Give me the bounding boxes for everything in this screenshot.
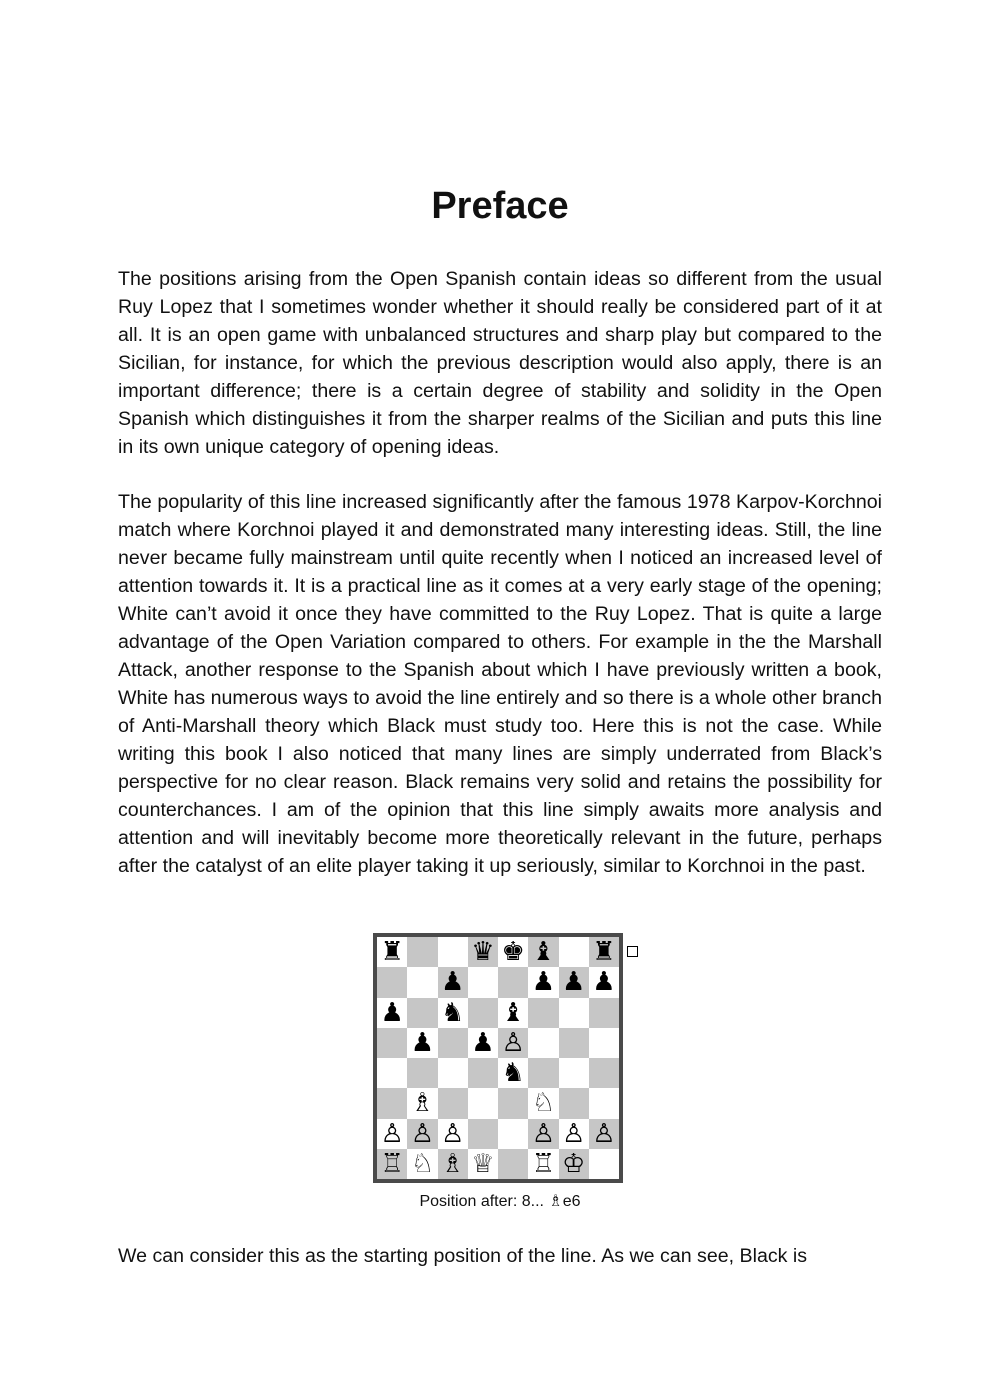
square-c3 xyxy=(438,1088,468,1118)
square-h7: ♟ xyxy=(589,967,619,997)
square-a2: ♙ xyxy=(377,1119,407,1149)
square-c4 xyxy=(438,1058,468,1088)
square-e5: ♙ xyxy=(498,1028,528,1058)
square-d5: ♟ xyxy=(468,1028,498,1058)
square-f8: ♝ xyxy=(528,937,558,967)
square-g7: ♟ xyxy=(559,967,589,997)
square-b2: ♙ xyxy=(407,1119,437,1149)
square-a5 xyxy=(377,1028,407,1058)
square-g3 xyxy=(559,1088,589,1118)
bishop-icon: ♗ xyxy=(548,1191,563,1210)
square-a4 xyxy=(377,1058,407,1088)
square-d3 xyxy=(468,1088,498,1118)
square-c1: ♗ xyxy=(438,1149,468,1179)
square-e3 xyxy=(498,1088,528,1118)
square-c5 xyxy=(438,1028,468,1058)
square-c6: ♞ xyxy=(438,998,468,1028)
body-paragraph: The popularity of this line increased significantly after the famous 1978 Karpov-Korchnoi match where Korchnoi played it and demonstrated many interesting ideas. Still, the line never became fully mainstream until quite recently when I noticed an increased level of attention towards it. It is a practical line as it comes at a very early stage of the opening; White can’t avoid it once they have committed to the Ruy Lopez. That is quite a large advantage of the Open Variation compared to others. For example in the the Marshall Attack, another response to the Spanish about which I have previously written a book, White has numerous ways to avoid the line entirely and so there is a whole other branch of Anti-Marshall theory which Black must study too. Here this is not the case. While writing this book I also noticed that many lines are simply underrated from Black’s perspective for no clear reason. Black remains very solid and retains the possibility for counterchances. I am of the opinion that this line simply awaits more analysis and attention and will inevitably become more theoretically relevant in the future, perhaps after the catalyst of an elite player taking it up seriously, similar to Korchnoi in the past. xyxy=(118,491,882,877)
square-a6: ♟ xyxy=(377,998,407,1028)
square-b3: ♗ xyxy=(407,1088,437,1118)
square-b5: ♟ xyxy=(407,1028,437,1058)
square-g5 xyxy=(559,1028,589,1058)
caption-text: Position after: 8... xyxy=(419,1193,549,1210)
square-d4 xyxy=(468,1058,498,1088)
square-b8 xyxy=(407,937,437,967)
square-h2: ♙ xyxy=(589,1119,619,1149)
square-e4: ♞ xyxy=(498,1058,528,1088)
square-g2: ♙ xyxy=(559,1119,589,1149)
body-paragraph: We can consider this as the starting position of the line. As we can see, Black is xyxy=(118,1245,808,1267)
square-g8 xyxy=(559,937,589,967)
square-f6 xyxy=(528,998,558,1028)
square-d2 xyxy=(468,1119,498,1149)
square-e7 xyxy=(498,967,528,997)
square-d6 xyxy=(468,998,498,1028)
square-e1 xyxy=(498,1149,528,1179)
square-f3: ♘ xyxy=(528,1088,558,1118)
square-e6: ♝ xyxy=(498,998,528,1028)
diagram-caption xyxy=(0,1190,1000,1213)
square-h6 xyxy=(589,998,619,1028)
square-c7: ♟ xyxy=(438,967,468,997)
body-paragraph: The positions arising from the Open Spanish contain ideas so different from the usual Ruy Lopez that I sometimes wonder whether it should really be considered part of it at all. It is an open game with unbalanced structures and sharp play but compared to the Sicilian, for instance, for which the previous description would also apply, there is an important difference; there is a certain degree of stability and solidity in the Open Spanish which distinguishes it from the sharper realms of the Sicilian and puts this line in its own unique category of opening ideas. xyxy=(118,268,882,458)
square-b6 xyxy=(407,998,437,1028)
side-to-move-indicator xyxy=(627,946,638,957)
caption-square: e6 xyxy=(562,1193,581,1210)
square-f4 xyxy=(528,1058,558,1088)
square-a1: ♖ xyxy=(377,1149,407,1179)
square-f7: ♟ xyxy=(528,967,558,997)
square-g6 xyxy=(559,998,589,1028)
square-b1: ♘ xyxy=(407,1149,437,1179)
square-h3 xyxy=(589,1088,619,1118)
square-c2: ♙ xyxy=(438,1119,468,1149)
square-h1 xyxy=(589,1149,619,1179)
chess-diagram xyxy=(373,933,623,1183)
square-c8 xyxy=(438,937,468,967)
square-a3 xyxy=(377,1088,407,1118)
page-title: Preface xyxy=(431,185,569,227)
square-g1: ♔ xyxy=(559,1149,589,1179)
square-e8: ♚ xyxy=(498,937,528,967)
square-e2 xyxy=(498,1119,528,1149)
square-b7 xyxy=(407,967,437,997)
square-h4 xyxy=(589,1058,619,1088)
square-d7 xyxy=(468,967,498,997)
square-a7 xyxy=(377,967,407,997)
square-g4 xyxy=(559,1058,589,1088)
square-h5 xyxy=(589,1028,619,1058)
square-f5 xyxy=(528,1028,558,1058)
square-f2: ♙ xyxy=(528,1119,558,1149)
square-d8: ♛ xyxy=(468,937,498,967)
square-f1: ♖ xyxy=(528,1149,558,1179)
square-a8: ♜ xyxy=(377,937,407,967)
square-d1: ♕ xyxy=(468,1149,498,1179)
square-h8: ♜ xyxy=(589,937,619,967)
square-b4 xyxy=(407,1058,437,1088)
